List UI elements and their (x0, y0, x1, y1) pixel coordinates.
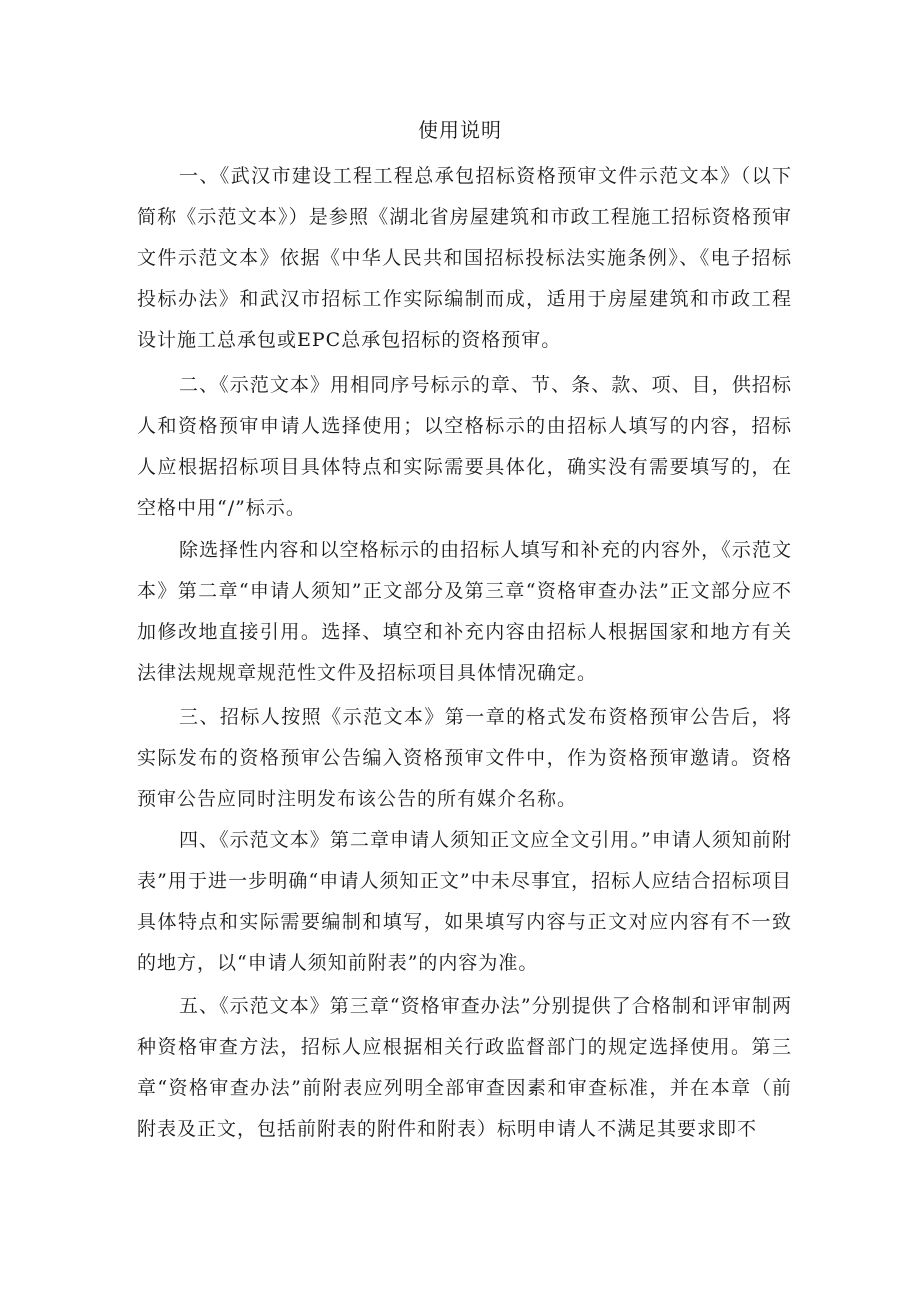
paragraph-6: 五、《示范文本》第三章“资格审查办法”分别提供了合格制和评审制两种资格审查方法，招标人应根据相关行政监督部门的规定选择使用。第三章“资格审查办法”前附表应列明全部审查因素和审查标准，并在本章（前附表及正文，包括前附表的附件和附表）标明申请人不满足其要求即不 (137, 995, 792, 1140)
paragraph-2: 二、《示范文本》用相同序号标示的章、节、条、款、项、目，供招标人和资格预审申请人选择使用；以空格标示的由招标人填写的内容，招标人应根据招标项目具体特点和实际需要具体化，确实没有需要填写的，在空格中用“/”标示。 (137, 374, 792, 519)
page-title: 使用说明 (418, 118, 502, 142)
paragraph-1: 一、《武汉市建设工程工程总承包招标资格预审文件示范文本》（以下简称《示范文本》）是参照《湖北省房屋建筑和市政工程施工招标资格预审文件示范文本》依据《中华人民共和国招标投标法实施条例》、《电子招标投标办法》和武汉市招标工作实际编制而成，适用于房屋建筑和市政工程设计施工总承包或EPC总承包招标的资格预审。 (137, 165, 792, 351)
paragraph-5: 四、《示范文本》第二章申请人须知正文应全文引用。”申请人须知前附表”用于进一步明确“申请人须知正文”中未尽事宜，招标人应结合招标项目具体特点和实际需要编制和填写，如果填写内容与正文对应内容有不一致的地方，以“申请人须知前附表”的内容为准。 (137, 829, 792, 974)
paragraph-3: 除选择性内容和以空格标示的由招标人填写和补充的内容外，《示范文本》第二章“申请人须知”正文部分及第三章“资格审查办法”正文部分应不加修改地直接引用。选择、填空和补充内容由招标人根据国家和地方有关法律法规规章规范性文件及招标项目具体情况确定。 (137, 539, 792, 684)
paragraph-4: 三、招标人按照《示范文本》第一章的格式发布资格预审公告后，将实际发布的资格预审公告编入资格预审文件中，作为资格预审邀请。资格预审公告应同时注明发布该公告的所有媒介名称。 (137, 706, 792, 810)
